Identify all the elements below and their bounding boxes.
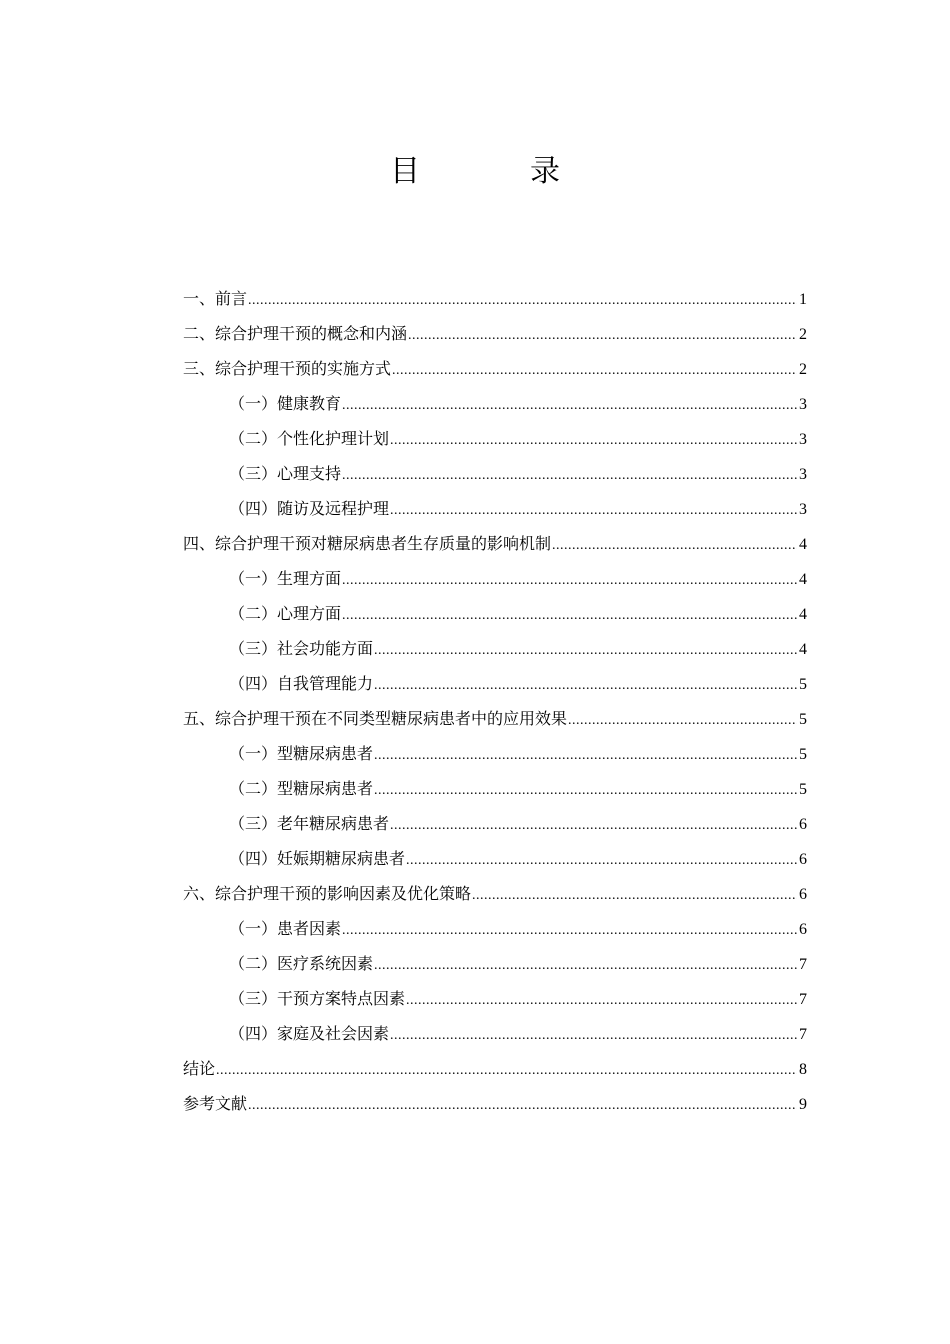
toc-entry[interactable] <box>183 806 807 841</box>
toc-entry[interactable] <box>183 1051 807 1086</box>
toc-entry[interactable] <box>183 911 807 946</box>
toc-entry-page-number: 3 <box>799 501 807 518</box>
toc-entry-label: （三）老年糖尿病患者 <box>229 814 390 833</box>
toc-entry-page-number: 3 <box>799 466 807 483</box>
toc-leader-dots <box>374 738 797 773</box>
toc-entry-label: （三）心理支持 <box>229 464 342 483</box>
toc-entry[interactable] <box>183 946 807 981</box>
toc-entry[interactable] <box>183 351 807 386</box>
toc-entry[interactable] <box>183 456 807 491</box>
toc-entry-label: 六、综合护理干预的影响因素及优化策略 <box>183 884 472 903</box>
toc-entry-label: （一）健康教育 <box>229 394 342 413</box>
toc-entry-page-number: 5 <box>799 711 807 728</box>
toc-entry-page-number: 4 <box>799 571 807 588</box>
toc-entry[interactable] <box>183 596 807 631</box>
toc-entry-page-number: 6 <box>799 851 807 868</box>
toc-entry-label: （四）自我管理能力 <box>229 674 374 693</box>
toc-entry[interactable] <box>183 666 807 701</box>
toc-entry-label: （一）生理方面 <box>229 569 342 588</box>
toc-entry-page-number: 6 <box>799 921 807 938</box>
toc-entry-label: （三）社会功能方面 <box>229 639 374 658</box>
toc-entry[interactable] <box>183 491 807 526</box>
toc-entry-page-number: 2 <box>799 326 807 343</box>
toc-entry-label: 三、综合护理干预的实施方式 <box>183 359 392 378</box>
toc-entry[interactable] <box>183 526 807 561</box>
toc-leader-dots <box>374 668 797 703</box>
toc-entry[interactable] <box>183 316 807 351</box>
toc-leader-dots <box>374 633 797 668</box>
toc-leader-dots <box>342 388 797 423</box>
toc-leader-dots <box>552 528 797 563</box>
toc-entry-label: （二）个性化护理计划 <box>229 429 390 448</box>
toc-entry[interactable] <box>183 876 807 911</box>
toc-entry-page-number: 3 <box>799 396 807 413</box>
toc-entry[interactable] <box>183 631 807 666</box>
toc-entry[interactable] <box>183 841 807 876</box>
toc-leader-dots <box>342 458 797 493</box>
toc-entry[interactable] <box>183 561 807 596</box>
toc-leader-dots <box>390 423 797 458</box>
toc-leader-dots <box>248 283 797 318</box>
toc-entry[interactable] <box>183 736 807 771</box>
toc-leader-dots <box>342 913 797 948</box>
toc-leader-dots <box>374 773 797 808</box>
toc-leader-dots <box>408 318 797 353</box>
toc-entry-page-number: 4 <box>799 641 807 658</box>
toc-entry-label: （四）随访及远程护理 <box>229 499 390 518</box>
toc-leader-dots <box>342 598 797 633</box>
toc-leader-dots <box>390 493 797 528</box>
toc-entry[interactable] <box>183 386 807 421</box>
toc-entry-page-number: 9 <box>799 1096 807 1113</box>
toc-leader-dots <box>392 353 797 388</box>
toc-entry-label: 参考文献 <box>183 1094 248 1113</box>
table-of-contents <box>183 281 807 1121</box>
toc-entry[interactable] <box>183 981 807 1016</box>
toc-leader-dots <box>374 948 797 983</box>
toc-leader-dots <box>568 703 797 738</box>
toc-entry-label: 结论 <box>183 1059 216 1078</box>
toc-entry-page-number: 4 <box>799 536 807 553</box>
page-title: 目 录 <box>390 154 600 189</box>
toc-leader-dots <box>248 1088 797 1123</box>
toc-entry-page-number: 4 <box>799 606 807 623</box>
toc-entry-label: （四）家庭及社会因素 <box>229 1024 390 1043</box>
toc-entry-label: （一）患者因素 <box>229 919 342 938</box>
toc-entry-page-number: 6 <box>799 816 807 833</box>
toc-entry-label: （一）型糖尿病患者 <box>229 744 374 763</box>
toc-entry[interactable] <box>183 421 807 456</box>
toc-entry-page-number: 6 <box>799 886 807 903</box>
toc-entry-label: 二、综合护理干预的概念和内涵 <box>183 324 408 343</box>
toc-entry-label: （四）妊娠期糖尿病患者 <box>229 849 406 868</box>
toc-entry-page-number: 7 <box>799 1026 807 1043</box>
toc-entry[interactable] <box>183 771 807 806</box>
toc-entry-page-number: 3 <box>799 431 807 448</box>
toc-leader-dots <box>390 808 797 843</box>
toc-entry-label: 四、综合护理干预对糖尿病患者生存质量的影响机制 <box>183 534 552 553</box>
toc-entry-label: （二）医疗系统因素 <box>229 954 374 973</box>
toc-entry-page-number: 5 <box>799 781 807 798</box>
toc-entry-page-number: 5 <box>799 746 807 763</box>
toc-entry-label: （二）心理方面 <box>229 604 342 623</box>
toc-entry[interactable] <box>183 1086 807 1121</box>
toc-entry-page-number: 7 <box>799 991 807 1008</box>
toc-leader-dots <box>406 843 797 878</box>
toc-leader-dots <box>216 1053 797 1088</box>
toc-entry-label: 一、前言 <box>183 289 248 308</box>
toc-entry-label: 五、综合护理干预在不同类型糖尿病患者中的应用效果 <box>183 709 568 728</box>
toc-entry-page-number: 2 <box>799 361 807 378</box>
toc-entry-page-number: 7 <box>799 956 807 973</box>
toc-entry-label: （二）型糖尿病患者 <box>229 779 374 798</box>
toc-leader-dots <box>406 983 797 1018</box>
toc-leader-dots <box>342 563 797 598</box>
toc-entry-page-number: 8 <box>799 1061 807 1078</box>
toc-leader-dots <box>472 878 797 913</box>
toc-entry-page-number: 1 <box>799 291 807 308</box>
toc-entry-page-number: 5 <box>799 676 807 693</box>
toc-entry[interactable] <box>183 281 807 316</box>
toc-entry[interactable] <box>183 701 807 736</box>
toc-entry[interactable] <box>183 1016 807 1051</box>
toc-leader-dots <box>390 1018 797 1053</box>
toc-entry-label: （三）干预方案特点因素 <box>229 989 406 1008</box>
